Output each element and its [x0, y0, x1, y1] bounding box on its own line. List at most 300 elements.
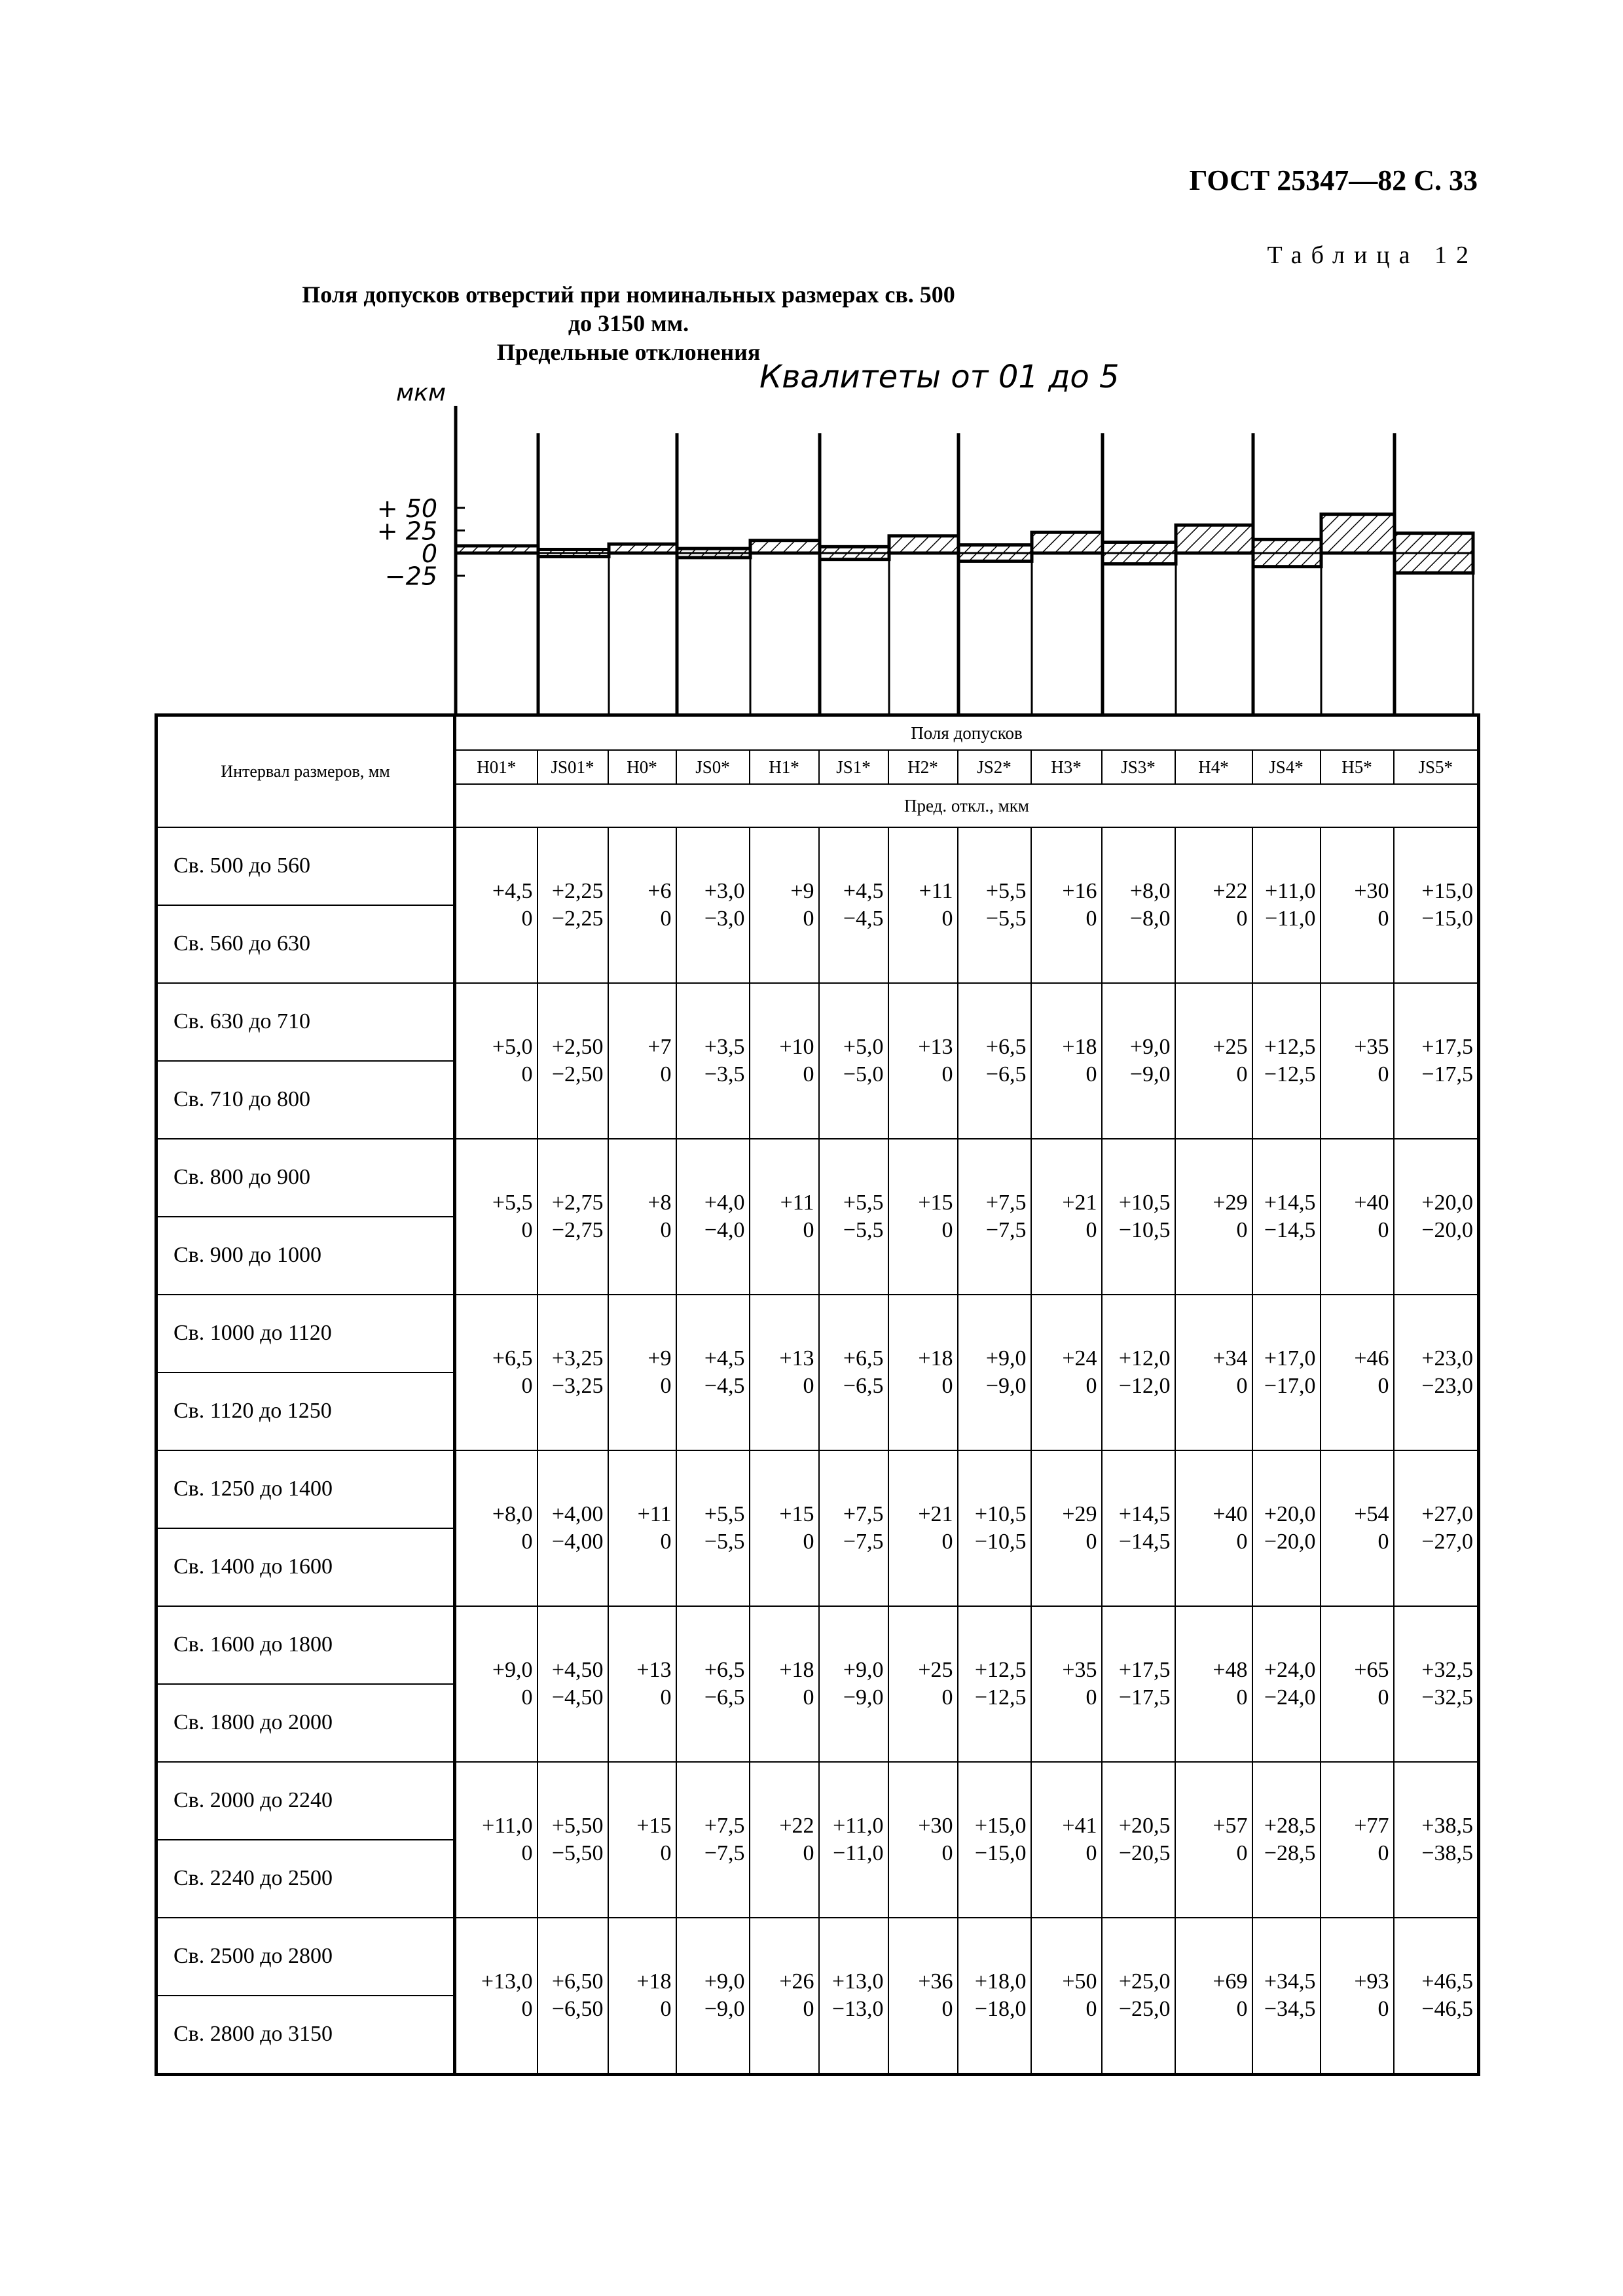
table-row: [156, 827, 1479, 905]
lower-deviation: −2,25: [551, 906, 604, 931]
deviation-cell: [1175, 983, 1252, 1139]
upper-deviation: +3,0: [704, 878, 745, 903]
upper-deviation: +29: [1213, 1190, 1248, 1215]
deviation-cell: [1321, 983, 1394, 1139]
upper-deviation: +57: [1213, 1813, 1248, 1838]
deviation-cell: [958, 1918, 1031, 2075]
upper-deviation: +21: [1062, 1190, 1097, 1215]
deviation-cell: [1031, 827, 1102, 983]
deviation-cell: [608, 1762, 676, 1918]
upper-deviation: +15: [918, 1190, 953, 1215]
upper-deviation: +8: [647, 1190, 672, 1215]
lower-deviation: 0: [1377, 1529, 1389, 1554]
lower-deviation: 0: [1236, 1685, 1248, 1710]
deviation-cell: [1394, 1918, 1479, 2075]
lower-deviation: −14,5: [1264, 1217, 1316, 1242]
upper-deviation: +9,0: [985, 1346, 1027, 1371]
upper-deviation: +11: [637, 1501, 672, 1526]
upper-deviation: +4,00: [551, 1501, 604, 1526]
deviation-cell: [1175, 1918, 1252, 2075]
tolerance-zone-H2: [889, 536, 958, 553]
diagram-y-axis-labels: [377, 494, 437, 591]
field-code-header: H5*: [1321, 750, 1394, 784]
upper-deviation: +6: [647, 878, 672, 903]
deviation-cell: [819, 827, 888, 983]
lower-deviation: −3,0: [704, 906, 745, 931]
upper-deviation: +25: [918, 1657, 953, 1682]
lower-deviation: −34,5: [1264, 1996, 1316, 2021]
deviation-cell: [888, 983, 958, 1139]
upper-deviation: +25,0: [1118, 1969, 1171, 1994]
lower-deviation: 0: [1377, 1996, 1389, 2021]
deviation-cell: [676, 1606, 750, 1762]
upper-deviation: +50: [1062, 1969, 1097, 1994]
y-tick-label: + 50: [376, 494, 437, 523]
upper-deviation: +9: [790, 878, 814, 903]
deviation-cell: [1394, 1762, 1479, 1918]
tolerance-table: [155, 713, 1480, 2076]
lower-deviation: −5,5: [843, 1217, 884, 1242]
upper-deviation: +24: [1062, 1346, 1097, 1371]
table-title-line2: Предельные отклонения: [496, 339, 761, 365]
upper-deviation: +69: [1213, 1969, 1248, 1994]
upper-deviation: +40: [1213, 1501, 1248, 1526]
deviation-cell: [1102, 1762, 1175, 1918]
deviation-cell: [455, 827, 538, 983]
upper-deviation: +4,5: [843, 878, 884, 903]
deviation-cell: [538, 1762, 608, 1918]
deviation-cell: [819, 1139, 888, 1295]
lower-deviation: 0: [660, 1529, 672, 1554]
size-range-cell: Св. 1000 до 1120: [156, 1295, 455, 1372]
deviation-cell: [1102, 983, 1175, 1139]
lower-deviation: 0: [803, 1373, 814, 1398]
upper-deviation: +20,0: [1264, 1501, 1316, 1526]
lower-deviation: 0: [941, 1062, 953, 1086]
upper-deviation: +13,0: [831, 1969, 884, 1994]
lower-deviation: −4,00: [551, 1529, 604, 1554]
field-code-header: JS01*: [538, 750, 608, 784]
size-range-cell: Св. 1120 до 1250: [156, 1372, 455, 1450]
lower-deviation: −6,50: [551, 1996, 604, 2021]
size-range-cell: Св. 560 до 630: [156, 905, 455, 983]
deviation-cell: [1102, 1918, 1175, 2075]
deviation-cell: [676, 1450, 750, 1606]
upper-deviation: +12,0: [1118, 1346, 1171, 1371]
upper-deviation: +12,5: [1264, 1034, 1316, 1059]
lower-deviation: −9,0: [843, 1685, 884, 1710]
upper-deviation: +28,5: [1264, 1813, 1316, 1838]
upper-deviation: +3,5: [704, 1034, 745, 1059]
page-header: ГОСТ 25347—82 С. 33: [1189, 164, 1478, 196]
upper-deviation: +10,5: [974, 1501, 1027, 1526]
upper-deviation: +30: [1354, 878, 1389, 903]
upper-deviation: +2,75: [551, 1190, 604, 1215]
size-range-cell: Св. 500 до 560: [156, 827, 455, 905]
upper-deviation: +11,0: [482, 1813, 533, 1838]
deviation-cell: [750, 983, 819, 1139]
upper-deviation: +5,5: [843, 1190, 884, 1215]
deviation-cell: [608, 1295, 676, 1450]
lower-deviation: −3,25: [551, 1373, 604, 1398]
deviation-cell: [608, 983, 676, 1139]
deviation-cell: [958, 827, 1031, 983]
lower-deviation: −20,0: [1421, 1217, 1474, 1242]
upper-deviation: +9,0: [843, 1657, 884, 1682]
lower-deviation: −10,5: [974, 1529, 1027, 1554]
upper-deviation: +3,25: [551, 1346, 604, 1371]
lower-deviation: 0: [660, 1217, 672, 1242]
upper-deviation: +29: [1062, 1501, 1097, 1526]
size-range-cell: Св. 900 до 1000: [156, 1217, 455, 1295]
lower-deviation: 0: [1236, 1840, 1248, 1865]
upper-deviation: +7,5: [843, 1501, 884, 1526]
lower-deviation: −8,0: [1129, 906, 1171, 931]
deviation-cell: [1252, 827, 1321, 983]
lower-deviation: 0: [1085, 1062, 1097, 1086]
upper-deviation: +40: [1354, 1190, 1389, 1215]
diagram-heading: Квалитеты от 01 до 5: [759, 359, 1120, 395]
upper-deviation: +10,5: [1118, 1190, 1171, 1215]
lower-deviation: 0: [1085, 1529, 1097, 1554]
lower-deviation: −14,5: [1118, 1529, 1171, 1554]
deviation-cell: [608, 827, 676, 983]
upper-deviation: +9,0: [492, 1657, 533, 1682]
upper-deviation: +36: [918, 1969, 953, 1994]
lower-deviation: 0: [1236, 1996, 1248, 2021]
lower-deviation: 0: [1377, 1217, 1389, 1242]
deviation-cell: [455, 1139, 538, 1295]
lower-deviation: 0: [1236, 1217, 1248, 1242]
lower-deviation: 0: [1377, 1840, 1389, 1865]
deviation-cell: [1102, 827, 1175, 983]
deviation-cell: [1252, 1606, 1321, 1762]
upper-deviation: +46,5: [1421, 1969, 1474, 1994]
deviation-cell: [1102, 1295, 1175, 1450]
lower-deviation: 0: [1236, 1529, 1248, 1554]
deviation-cell: [1394, 1450, 1479, 1606]
upper-deviation: +23,0: [1421, 1346, 1474, 1371]
lower-deviation: 0: [941, 1685, 953, 1710]
lower-deviation: −7,5: [704, 1840, 745, 1865]
upper-deviation: +12,5: [974, 1657, 1027, 1682]
deviation-cell: [1252, 983, 1321, 1139]
upper-deviation: +15: [779, 1501, 814, 1526]
upper-deviation: +8,0: [1129, 878, 1171, 903]
lower-deviation: 0: [521, 1840, 533, 1865]
size-range-cell: Св. 1400 до 1600: [156, 1528, 455, 1606]
field-code-header: H1*: [750, 750, 819, 784]
upper-deviation: +18: [1062, 1034, 1097, 1059]
lower-deviation: −6,5: [843, 1373, 884, 1398]
lower-deviation: −12,5: [1264, 1062, 1316, 1086]
deviation-cell: [1102, 1450, 1175, 1606]
upper-deviation: +11,0: [833, 1813, 884, 1838]
lower-deviation: 0: [660, 1996, 672, 2021]
upper-deviation: +9,0: [1129, 1034, 1171, 1059]
field-code-header: H2*: [888, 750, 958, 784]
upper-deviation: +9,0: [704, 1969, 745, 1994]
upper-deviation: +6,5: [704, 1657, 745, 1682]
upper-deviation: +5,5: [985, 878, 1027, 903]
upper-deviation: +11: [919, 878, 953, 903]
lower-deviation: −25,0: [1118, 1996, 1171, 2021]
lower-deviation: 0: [1085, 1373, 1097, 1398]
lower-deviation: −11,0: [1265, 906, 1316, 931]
lower-deviation: −10,5: [1118, 1217, 1171, 1242]
deviation-cell: [608, 1606, 676, 1762]
deviation-cell: [1175, 1762, 1252, 1918]
deviation-cell: [1031, 1606, 1102, 1762]
upper-deviation: +18: [918, 1346, 953, 1371]
upper-deviation: +24,0: [1264, 1657, 1316, 1682]
deviation-cell: [819, 1295, 888, 1450]
lower-deviation: 0: [521, 1373, 533, 1398]
upper-deviation: +20,5: [1118, 1813, 1171, 1838]
upper-deviation: +48: [1213, 1657, 1248, 1682]
lower-deviation: 0: [803, 1685, 814, 1710]
deviation-cell: [676, 827, 750, 983]
deviation-cell: [958, 1295, 1031, 1450]
deviation-cell: [888, 827, 958, 983]
upper-deviation: +6,50: [551, 1969, 604, 1994]
lower-deviation: −9,0: [985, 1373, 1027, 1398]
lower-deviation: −20,5: [1118, 1840, 1171, 1865]
lower-deviation: 0: [941, 1996, 953, 2021]
lower-deviation: 0: [1085, 1996, 1097, 2021]
deviation-cell: [1031, 1918, 1102, 2075]
lower-deviation: −5,50: [551, 1840, 604, 1865]
deviation-cell: [538, 1918, 608, 2075]
upper-deviation: +17,5: [1421, 1034, 1474, 1059]
lower-deviation: 0: [521, 906, 533, 931]
upper-deviation: +38,5: [1421, 1813, 1474, 1838]
size-range-cell: Св. 2800 до 3150: [156, 1996, 455, 2075]
upper-deviation: +11,0: [1265, 878, 1316, 903]
table-row: [156, 1139, 1479, 1217]
lower-deviation: 0: [660, 1840, 672, 1865]
upper-deviation: +9: [647, 1346, 672, 1371]
lower-deviation: 0: [941, 1217, 953, 1242]
upper-deviation: +20,0: [1421, 1190, 1474, 1215]
deviation-cell: [750, 1918, 819, 2075]
deviation-cell: [455, 1450, 538, 1606]
lower-deviation: 0: [660, 1685, 672, 1710]
lower-deviation: 0: [803, 1529, 814, 1554]
deviation-cell: [750, 827, 819, 983]
lower-deviation: −4,5: [843, 906, 884, 931]
upper-deviation: +35: [1062, 1657, 1097, 1682]
upper-deviation: +14,5: [1118, 1501, 1171, 1526]
deviation-cell: [1175, 1450, 1252, 1606]
upper-deviation: +30: [918, 1813, 953, 1838]
deviation-cell: [888, 1295, 958, 1450]
upper-deviation: +4,5: [704, 1346, 745, 1371]
units-header: Пред. откл., мкм: [455, 784, 1479, 827]
deviation-cell: [1031, 1450, 1102, 1606]
deviation-cell: [1102, 1139, 1175, 1295]
lower-deviation: −18,0: [974, 1996, 1027, 2021]
lower-deviation: −46,5: [1421, 1996, 1474, 2021]
upper-deviation: +5,0: [492, 1034, 533, 1059]
upper-deviation: +13: [779, 1346, 814, 1371]
lower-deviation: 0: [803, 1062, 814, 1086]
upper-deviation: +17,0: [1264, 1346, 1316, 1371]
tolerance-zone-H5: [1321, 514, 1395, 553]
upper-deviation: +15,0: [974, 1813, 1027, 1838]
deviation-cell: [455, 1295, 538, 1450]
upper-deviation: +16: [1062, 878, 1097, 903]
table-number: Таблица 12: [1267, 242, 1478, 269]
deviation-cell: [676, 983, 750, 1139]
upper-deviation: +34: [1213, 1346, 1248, 1371]
upper-deviation: +7: [647, 1034, 672, 1059]
deviation-cell: [1321, 1295, 1394, 1450]
deviation-cell: [958, 1606, 1031, 1762]
upper-deviation: +93: [1354, 1969, 1389, 1994]
upper-deviation: +6,5: [492, 1346, 533, 1371]
lower-deviation: 0: [1085, 1217, 1097, 1242]
size-range-cell: Св. 1600 до 1800: [156, 1606, 455, 1684]
field-code-header: H4*: [1175, 750, 1252, 784]
upper-deviation: +6,5: [843, 1346, 884, 1371]
deviation-cell: [1321, 1918, 1394, 2075]
deviation-cell: [750, 1295, 819, 1450]
tolerance-zone-H0: [609, 544, 677, 553]
upper-deviation: +18: [779, 1657, 814, 1682]
upper-deviation: +41: [1062, 1813, 1097, 1838]
size-range-cell: Св. 710 до 800: [156, 1061, 455, 1139]
size-range-cell: Св. 1800 до 2000: [156, 1684, 455, 1762]
deviation-cell: [958, 1139, 1031, 1295]
deviation-cell: [1252, 1450, 1321, 1606]
upper-deviation: +32,5: [1421, 1657, 1474, 1682]
lower-deviation: −2,50: [551, 1062, 604, 1086]
upper-deviation: +13,0: [481, 1969, 533, 1994]
upper-deviation: +27,0: [1421, 1501, 1474, 1526]
upper-deviation: +22: [1213, 878, 1248, 903]
deviation-cell: [750, 1139, 819, 1295]
lower-deviation: −17,5: [1421, 1062, 1474, 1086]
lower-deviation: 0: [521, 1685, 533, 1710]
upper-deviation: +4,0: [704, 1190, 745, 1215]
upper-deviation: +5,5: [492, 1190, 533, 1215]
lower-deviation: −4,5: [704, 1373, 745, 1398]
upper-deviation: +15: [636, 1813, 672, 1838]
field-code-header: JS4*: [1252, 750, 1321, 784]
lower-deviation: 0: [660, 1373, 672, 1398]
size-range-cell: Св. 2000 до 2240: [156, 1762, 455, 1840]
upper-deviation: +54: [1354, 1501, 1389, 1526]
deviation-cell: [455, 983, 538, 1139]
tolerance-zone-H1: [750, 541, 820, 553]
deviation-cell: [1394, 1606, 1479, 1762]
upper-deviation: +8,0: [492, 1501, 533, 1526]
lower-deviation: −9,0: [1129, 1062, 1171, 1086]
lower-deviation: 0: [1377, 906, 1389, 931]
deviation-cell: [1321, 1606, 1394, 1762]
deviation-cell: [1175, 1606, 1252, 1762]
deviation-cell: [819, 1762, 888, 1918]
lower-deviation: 0: [803, 1217, 814, 1242]
table-row: [156, 1606, 1479, 1684]
lower-deviation: 0: [941, 1373, 953, 1398]
deviation-cell: [1394, 1139, 1479, 1295]
lower-deviation: 0: [941, 906, 953, 931]
upper-deviation: +5,5: [704, 1501, 745, 1526]
lower-deviation: −28,5: [1264, 1840, 1316, 1865]
lower-deviation: 0: [803, 1840, 814, 1865]
y-tick-label: + 25: [376, 516, 437, 546]
lower-deviation: 0: [1085, 1840, 1097, 1865]
lower-deviation: 0: [1236, 906, 1248, 931]
lower-deviation: −9,0: [704, 1996, 745, 2021]
lower-deviation: 0: [1377, 1685, 1389, 1710]
y-tick-label: 0: [421, 539, 437, 568]
upper-deviation: +10: [779, 1034, 814, 1059]
size-range-cell: Св. 1250 до 1400: [156, 1450, 455, 1528]
field-code-header: JS5*: [1394, 750, 1479, 784]
fields-header: Поля допусков: [455, 715, 1479, 751]
deviation-cell: [958, 1450, 1031, 1606]
deviation-cell: [676, 1295, 750, 1450]
upper-deviation: +2,50: [551, 1034, 604, 1059]
deviation-cell: [1394, 827, 1479, 983]
upper-deviation: +35: [1354, 1034, 1389, 1059]
table-title-line1: Поля допусков отверстий при номинальных размерах св. 500 до 3150 мм.: [302, 281, 955, 336]
upper-deviation: +34,5: [1264, 1969, 1316, 1994]
upper-deviation: +21: [918, 1501, 953, 1526]
size-range-cell: Св. 800 до 900: [156, 1139, 455, 1217]
table-body: [156, 827, 1479, 2075]
deviation-cell: [608, 1918, 676, 2075]
lower-deviation: −38,5: [1421, 1840, 1474, 1865]
deviation-cell: [750, 1762, 819, 1918]
upper-deviation: +18,0: [974, 1969, 1027, 1994]
deviation-cell: [608, 1450, 676, 1606]
deviation-cell: [608, 1139, 676, 1295]
size-range-cell: Св. 2500 до 2800: [156, 1918, 455, 1996]
lower-deviation: 0: [803, 906, 814, 931]
lower-deviation: −7,5: [985, 1217, 1027, 1242]
lower-deviation: −17,0: [1264, 1373, 1316, 1398]
deviation-cell: [676, 1918, 750, 2075]
lower-deviation: 0: [521, 1062, 533, 1086]
deviation-cell: [676, 1762, 750, 1918]
deviation-cell: [538, 1139, 608, 1295]
size-range-cell: Св. 630 до 710: [156, 983, 455, 1061]
deviation-cell: [819, 1606, 888, 1762]
deviation-cell: [538, 1606, 608, 1762]
lower-deviation: 0: [803, 1996, 814, 2021]
deviation-cell: [1252, 1762, 1321, 1918]
deviation-cell: [538, 1450, 608, 1606]
deviation-cell: [958, 1762, 1031, 1918]
table-row: [156, 1295, 1479, 1372]
lower-deviation: 0: [521, 1529, 533, 1554]
lower-deviation: −24,0: [1264, 1685, 1316, 1710]
lower-deviation: −12,5: [974, 1685, 1027, 1710]
upper-deviation: +17,5: [1118, 1657, 1171, 1682]
deviation-cell: [750, 1606, 819, 1762]
lower-deviation: −2,75: [551, 1217, 604, 1242]
lower-deviation: −15,0: [974, 1840, 1027, 1865]
upper-deviation: +46: [1354, 1346, 1389, 1371]
lower-deviation: 0: [521, 1217, 533, 1242]
lower-deviation: −27,0: [1421, 1529, 1474, 1554]
deviation-cell: [1031, 1139, 1102, 1295]
deviation-cell: [1394, 983, 1479, 1139]
